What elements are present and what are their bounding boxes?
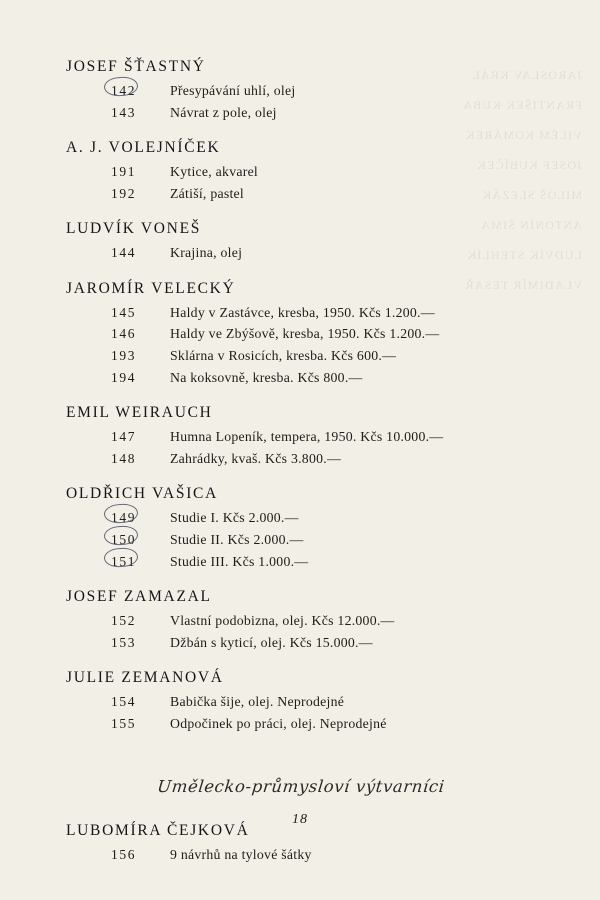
bleed-line: ANTONÍN ŠIMA [480,218,582,232]
artist-name: LUBOMÍRA ČEJKOVÁ [66,822,250,840]
entry-number: 147 [111,429,137,445]
entry-description: Kytice, akvarel [170,164,259,180]
bleed-line: JAROSLAV KRÁL [471,68,582,82]
catalog-entry [66,303,536,323]
entry-number: 155 [111,715,137,731]
bleed-line: MILOŠ SLEZÁK [481,188,582,202]
entry-description: Humna Lopeník, tempera, 1950. Kčs 10.000.— [170,429,444,445]
section-heading: Umělecko-průmysloví výtvarníci [156,777,446,797]
entry-number: 191 [111,164,137,180]
entry-number: 153 [111,634,137,650]
catalog-entry [66,508,536,528]
entry-number: 152 [111,613,137,629]
entry-description: Návrat z pole, olej [170,104,277,120]
bleed-line: LUDVÍK STEHLÍK [466,248,582,262]
entry-description: Zátiší, pastel [170,185,245,201]
catalog-entry [66,714,536,734]
page-number: 18 [292,812,308,827]
artist-name: LUDVÍK VONEŠ [66,220,202,238]
catalog-entry [66,324,536,344]
catalog-entry [66,611,536,631]
entry-number: 154 [111,694,137,710]
bleed-line: VLADIMÍR TESAŘ [464,278,582,292]
entry-description: Na koksovně, kresba. Kčs 800.— [170,369,363,385]
catalog-entry [66,346,536,366]
bleed-line: VILÉM KOMÁREK [464,128,582,142]
artist-name: EMIL WEIRAUCH [66,404,213,422]
entry-description: Džbán s kyticí, olej. Kčs 15.000.— [170,634,373,650]
entry-number: 144 [111,245,137,261]
entry-description: 9 návrhů na tylové šátky [170,847,312,863]
entry-description: Studie III. Kčs 1.000.— [170,553,309,569]
catalog-entry [66,845,536,865]
catalog-entry [66,449,536,469]
entry-description: Babička šije, olej. Neprodejné [170,694,345,710]
entry-description: Haldy ve Zbýšově, kresba, 1950. Kčs 1.200.— [170,326,440,342]
catalog-entry [66,103,536,123]
artist-name: JULIE ZEMANOVÁ [66,669,224,687]
catalog-entry [66,243,536,263]
entry-groups-after-section [66,822,536,865]
entry-description: Vlastní podobizna, olej. Kčs 12.000.— [170,613,395,629]
entry-number: 193 [111,348,137,364]
entry-number: 192 [111,185,137,201]
catalog-entry [66,530,536,550]
catalog-entry [66,368,536,388]
catalog-entry [66,427,536,447]
entry-number-circled: 149 [66,508,122,527]
entry-description: Přesypávání uhlí, olej [170,83,296,98]
entry-number: 143 [111,104,137,120]
entry-number: 148 [111,450,137,466]
bleed-line: JOSEF KUBÍČEK [476,158,582,172]
catalog-entry [66,633,536,653]
entry-number: 156 [111,847,137,863]
entry-number-circled: 151 [66,552,122,571]
artist-name: JOSEF ŠŤASTNÝ [66,58,206,75]
entry-description: Studie I. Kčs 2.000.— [170,510,299,526]
artist-name: A. J. VOLEJNÍČEK [66,139,221,157]
entry-description: Haldy v Zastávce, kresba, 1950. Kčs 1.200.— [170,304,435,320]
artist-name: JAROMÍR VELECKÝ [66,279,236,297]
entry-groups [66,58,536,733]
artist-name: JOSEF ZAMAZAL [66,588,212,606]
entry-description: Studie II. Kčs 2.000.— [170,531,304,547]
entry-description: Krajina, olej [170,245,243,261]
catalog-entry [66,692,536,712]
entry-number: 194 [111,369,137,385]
entry-number-circled: 150 [66,530,122,549]
entry-description: Sklárna v Rosicích, kresba. Kčs 600.— [170,348,397,364]
entry-number: 146 [111,326,137,342]
entry-number: 145 [111,304,137,320]
catalog-entry [66,162,536,182]
catalog-entry [66,552,536,572]
catalog-entry [66,184,536,204]
catalog-content [66,58,536,867]
entry-number-circled: 142 [66,81,122,100]
artist-name: OLDŘICH VAŠICA [66,485,218,503]
catalog-entry [66,81,536,101]
bleed-line: FRANTIŠEK KUBA [462,98,582,112]
entry-description: Odpočinek po práci, olej. Neprodejné [170,715,387,731]
entry-description: Zahrádky, kvaš. Kčs 3.800.— [170,450,341,466]
